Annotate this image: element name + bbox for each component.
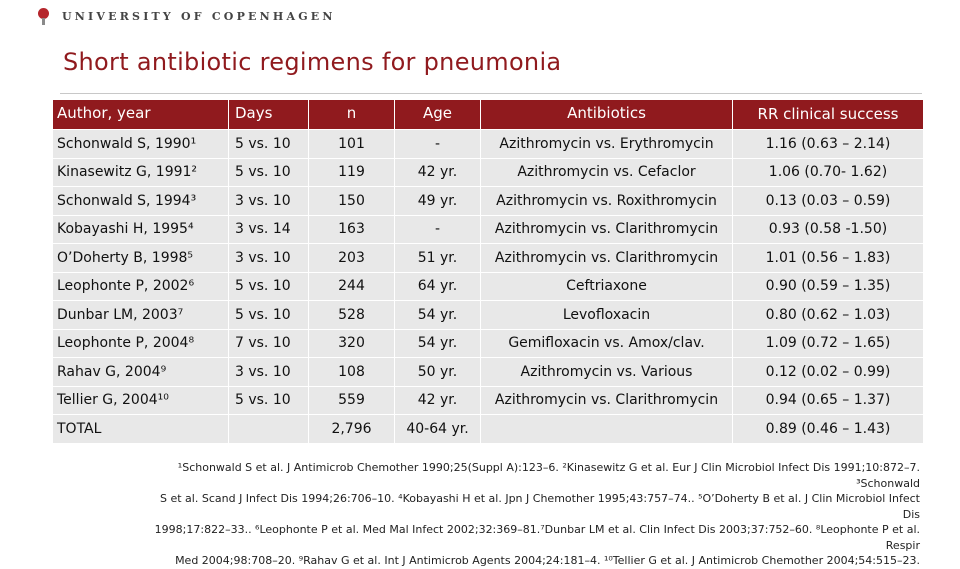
cell-antibiotics: Azithromycin vs. Clarithromycin xyxy=(481,244,733,272)
cell-author: Rahav G, 2004⁹ xyxy=(53,358,229,386)
cell-age: 54 yr. xyxy=(395,301,481,329)
cell-author: Kinasewitz G, 1991² xyxy=(53,159,229,187)
cell-days: 5 vs. 10 xyxy=(229,159,309,187)
cell-rr: 1.09 (0.72 – 1.65) xyxy=(765,335,891,352)
table-row xyxy=(53,273,923,302)
cell-days: 5 vs. 10 xyxy=(229,301,309,329)
cell-author: Schonwald S, 1990¹ xyxy=(53,130,229,158)
cell-antibiotics: Gemifloxacin vs. Amox/clav. xyxy=(481,330,733,358)
header-days: Days xyxy=(229,100,309,129)
cell-age: 42 yr. xyxy=(395,159,481,187)
header xyxy=(36,6,336,26)
cell-n: 559 xyxy=(309,387,395,415)
header-n: n xyxy=(309,100,395,129)
cell-n: 101 xyxy=(309,130,395,158)
cell-age: 50 yr. xyxy=(395,358,481,386)
cell-days: 5 vs. 10 xyxy=(229,387,309,415)
footnote-line: ¹Schonwald S et al. J Antimicrob Chemother 1990;25(Suppl A):123–6. ²Kinasewitz G et al. Eur J Clin Microbiol Infect Dis 1991;10:872–7. ³Schonwald xyxy=(177,461,920,490)
cell-author: Leophonte P, 2004⁸ xyxy=(53,330,229,358)
cell-rr: 0.93 (0.58 -1.50) xyxy=(768,221,888,238)
cell-n: 320 xyxy=(309,330,395,358)
cell-antibiotics: Ceftriaxone xyxy=(481,273,733,301)
cell-n: 150 xyxy=(309,187,395,215)
footnote-line: 1998;17:822–33.. ⁶Leophonte P et al. Med Mal Infect 2002;32:369–81.⁷Dunbar LM et al. Clin Infect Dis 2003;37:752–60. ⁸Leophonte P et al. Respir xyxy=(154,523,920,552)
cell-rr: 1.01 (0.56 – 1.83) xyxy=(765,249,891,266)
total-days xyxy=(229,415,309,443)
cell-days: 5 vs. 10 xyxy=(229,130,309,158)
table-row xyxy=(53,358,923,387)
cell-n: 163 xyxy=(309,216,395,244)
total-n: 2,796 xyxy=(309,415,395,443)
cell-age: 54 yr. xyxy=(395,330,481,358)
cell-age: - xyxy=(395,216,481,244)
table-row xyxy=(53,301,923,330)
cell-rr: 0.90 (0.59 – 1.35) xyxy=(765,278,891,295)
cell-n: 119 xyxy=(309,159,395,187)
table-row xyxy=(53,330,923,359)
cell-rr: 0.13 (0.03 – 0.59) xyxy=(765,192,891,209)
cell-days: 3 vs. 14 xyxy=(229,216,309,244)
total-row xyxy=(53,415,923,444)
cell-n: 528 xyxy=(309,301,395,329)
cell-age: - xyxy=(395,130,481,158)
cell-antibiotics: Azithromycin vs. Erythromycin xyxy=(481,130,733,158)
cell-rr: 1.16 (0.63 – 2.14) xyxy=(765,135,891,152)
university-crest-icon xyxy=(36,8,52,24)
results-table xyxy=(53,100,923,444)
cell-antibiotics: Azithromycin vs. Clarithromycin xyxy=(481,216,733,244)
cell-author: Tellier G, 2004¹⁰ xyxy=(53,387,229,415)
total-label: TOTAL xyxy=(53,415,229,443)
title-divider xyxy=(60,93,922,94)
header-antibiotics: Antibiotics xyxy=(481,100,733,129)
cell-rr: 0.94 (0.65 – 1.37) xyxy=(765,392,891,409)
cell-antibiotics: Azithromycin vs. Cefaclor xyxy=(481,159,733,187)
table-header-row xyxy=(53,100,923,130)
cell-rr: 1.06 (0.70- 1.62) xyxy=(768,164,888,181)
table-row xyxy=(53,187,923,216)
cell-antibiotics: Azithromycin vs. Clarithromycin xyxy=(481,387,733,415)
table-row xyxy=(53,244,923,273)
cell-age: 49 yr. xyxy=(395,187,481,215)
cell-author: Dunbar LM, 2003⁷ xyxy=(53,301,229,329)
cell-antibiotics: Azithromycin vs. Roxithromycin xyxy=(481,187,733,215)
cell-age: 51 yr. xyxy=(395,244,481,272)
header-author: Author, year xyxy=(53,100,229,129)
cell-n: 203 xyxy=(309,244,395,272)
header-rr: RR clinical success xyxy=(757,105,899,123)
cell-days: 3 vs. 10 xyxy=(229,358,309,386)
cell-author: Schonwald S, 1994³ xyxy=(53,187,229,215)
references-footnote xyxy=(140,460,920,569)
page-title: Short antibiotic regimens for pneumonia xyxy=(63,48,562,76)
cell-author: Kobayashi H, 1995⁴ xyxy=(53,216,229,244)
cell-author: Leophonte P, 2002⁶ xyxy=(53,273,229,301)
table-row xyxy=(53,216,923,245)
footnote-line: S et al. Scand J Infect Dis 1994;26:706–10. ⁴Kobayashi H et al. Jpn J Chemother 1995;43:757–74.. ⁵O’Doherty B et al. J Clin Microbiol Infect Dis xyxy=(160,492,920,521)
cell-antibiotics: Azithromycin vs. Various xyxy=(481,358,733,386)
footnote-line: Med 2004;98:708–20. ⁹Rahav G et al. Int J Antimicrob Agents 2004;24:181–4. ¹⁰Tellier G et al. J Antimicrob Chemother 2004;54:515–23. xyxy=(175,554,920,567)
table-row xyxy=(53,387,923,416)
cell-days: 3 vs. 10 xyxy=(229,244,309,272)
cell-antibiotics: Levofloxacin xyxy=(481,301,733,329)
total-antibiotics xyxy=(481,415,733,443)
table-row xyxy=(53,130,923,159)
cell-n: 108 xyxy=(309,358,395,386)
cell-days: 7 vs. 10 xyxy=(229,330,309,358)
cell-days: 5 vs. 10 xyxy=(229,273,309,301)
cell-rr: 0.12 (0.02 – 0.99) xyxy=(765,363,891,380)
cell-age: 42 yr. xyxy=(395,387,481,415)
cell-rr: 0.80 (0.62 – 1.03) xyxy=(765,306,891,323)
header-age: Age xyxy=(395,100,481,129)
cell-author: O’Doherty B, 1998⁵ xyxy=(53,244,229,272)
table-row xyxy=(53,159,923,188)
university-name: UNIVERSITY OF COPENHAGEN xyxy=(62,9,336,23)
cell-age: 64 yr. xyxy=(395,273,481,301)
cell-days: 3 vs. 10 xyxy=(229,187,309,215)
total-age: 40-64 yr. xyxy=(395,415,481,443)
cell-n: 244 xyxy=(309,273,395,301)
total-rr: 0.89 (0.46 – 1.43) xyxy=(765,420,891,437)
